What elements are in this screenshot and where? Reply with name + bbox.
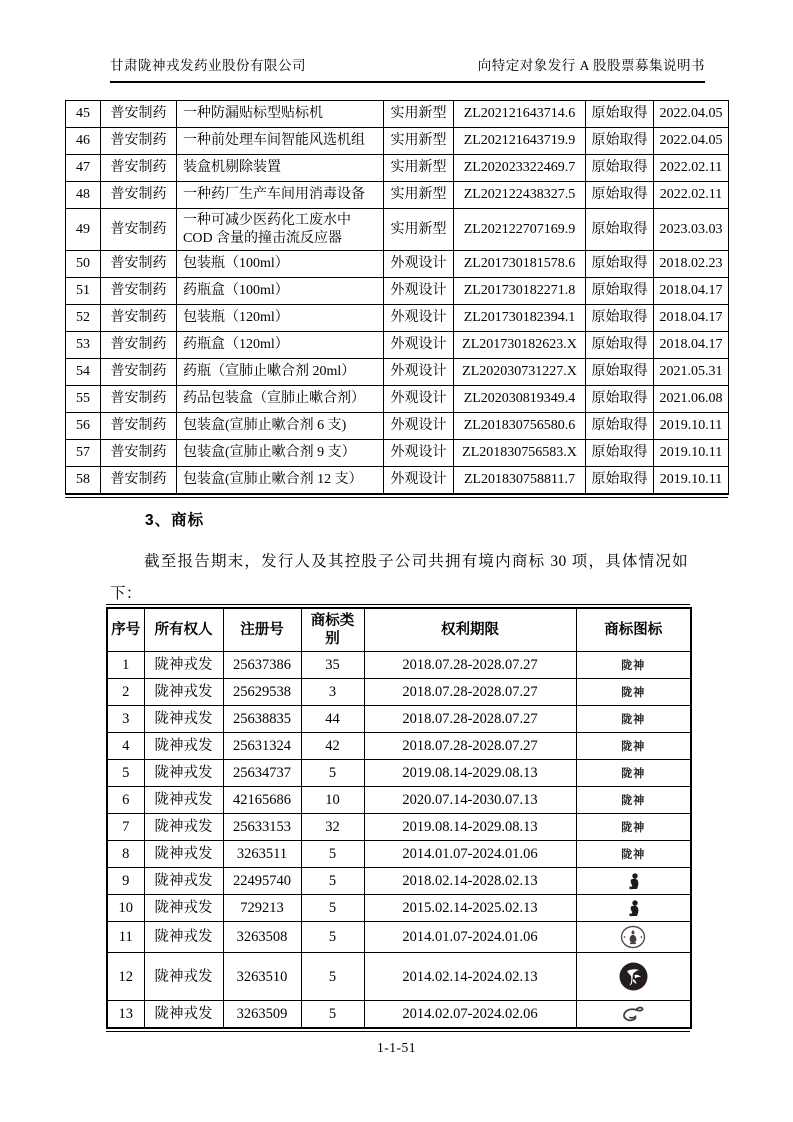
round-seal-icon <box>620 925 646 949</box>
patent-number-cell: ZL202121643714.6 <box>454 101 586 128</box>
patent-serial-cell: 56 <box>66 413 101 440</box>
black-circle-bird-icon <box>619 956 648 997</box>
patent-method-cell: 原始取得 <box>586 305 654 332</box>
trademark-class-cell: 42 <box>301 733 364 760</box>
patent-table-row <box>66 182 729 209</box>
trademark-logo-cell <box>576 733 691 760</box>
trademark-class-cell: 44 <box>301 706 364 733</box>
header-company-name: 甘肃陇神戎发药业股份有限公司 <box>110 58 306 73</box>
patent-name-cell: 包装瓶（120ml） <box>177 305 384 332</box>
patent-name-cell: 包装盒(宣肺止嗽合剂 12 支） <box>177 467 384 494</box>
trademark-reg-cell: 25637386 <box>223 652 301 679</box>
longshen-wordmark-icon: 陇神 <box>621 821 646 835</box>
patent-table-row <box>66 440 729 467</box>
trademark-serial-cell: 13 <box>107 1001 144 1028</box>
trademark-logo-cell <box>576 706 691 733</box>
patent-method-cell: 原始取得 <box>586 209 654 251</box>
patent-name-cell: 包装盒(宣肺止嗽合剂 6 支) <box>177 413 384 440</box>
patent-table-row <box>66 413 729 440</box>
patent-number-cell: ZL202122707169.9 <box>454 209 586 251</box>
trademark-period-cell: 2014.01.07-2024.01.06 <box>364 922 576 953</box>
trademark-owner-cell: 陇神戎发 <box>144 706 223 733</box>
trademark-serial-cell: 9 <box>107 868 144 895</box>
patent-method-cell: 原始取得 <box>586 182 654 209</box>
patent-table-row <box>66 128 729 155</box>
trademark-logo-cell <box>576 652 691 679</box>
trademark-serial-cell: 12 <box>107 953 144 1001</box>
patent-type-cell: 外观设计 <box>384 332 454 359</box>
trademark-class-cell: 5 <box>301 922 364 953</box>
trademark-class-cell: 32 <box>301 814 364 841</box>
patent-name-cell: 一种防漏贴标型贴标机 <box>177 101 384 128</box>
patent-number-cell: ZL201830756580.6 <box>454 413 586 440</box>
trademark-logo-cell <box>576 760 691 787</box>
trademark-period-cell: 2018.07.28-2028.07.27 <box>364 679 576 706</box>
patent-method-cell: 原始取得 <box>586 251 654 278</box>
trademark-period-cell: 2018.07.28-2028.07.27 <box>364 733 576 760</box>
patent-type-cell: 实用新型 <box>384 101 454 128</box>
trademark-logo-cell <box>576 679 691 706</box>
trademark-table-row <box>107 679 691 706</box>
patent-type-cell: 外观设计 <box>384 359 454 386</box>
trademark-serial-cell: 4 <box>107 733 144 760</box>
figure-mark-icon <box>627 873 640 891</box>
patent-number-cell: ZL202030819349.4 <box>454 386 586 413</box>
patent-date-cell: 2022.04.05 <box>654 101 729 128</box>
trademark-period-cell: 2015.02.14-2025.02.13 <box>364 895 576 922</box>
patent-serial-cell: 52 <box>66 305 101 332</box>
trademark-logo-cell <box>576 868 691 895</box>
patent-table-row <box>66 332 729 359</box>
trademark-period-cell: 2014.02.07-2024.02.06 <box>364 1001 576 1028</box>
trademark-table-row <box>107 841 691 868</box>
col-header-period: 权利期限 <box>364 608 576 652</box>
trademark-class-cell: 5 <box>301 760 364 787</box>
longshen-wordmark-icon: 陇神 <box>621 713 646 727</box>
trademark-class-cell: 5 <box>301 868 364 895</box>
patent-owner-cell: 普安制药 <box>101 467 177 494</box>
col-header-serial: 序号 <box>107 608 144 652</box>
trademark-logo-cell <box>576 787 691 814</box>
longshen-wordmark-icon: 陇神 <box>621 686 646 700</box>
trademark-table-header <box>107 608 691 652</box>
patent-name-cell: 包装盒(宣肺止嗽合剂 9 支） <box>177 440 384 467</box>
trademark-owner-cell: 陇神戎发 <box>144 652 223 679</box>
trademark-serial-cell: 5 <box>107 760 144 787</box>
patent-table-row <box>66 386 729 413</box>
patent-table-row <box>66 101 729 128</box>
patent-owner-cell: 普安制药 <box>101 332 177 359</box>
patent-serial-cell: 45 <box>66 101 101 128</box>
patent-type-cell: 外观设计 <box>384 278 454 305</box>
trademark-logo-cell <box>576 1001 691 1028</box>
trademark-reg-cell: 42165686 <box>223 787 301 814</box>
longshen-wordmark-icon: 陇神 <box>621 767 646 781</box>
patent-number-cell: ZL201730182623.X <box>454 332 586 359</box>
trademark-period-cell: 2014.01.07-2024.01.06 <box>364 841 576 868</box>
patent-method-cell: 原始取得 <box>586 101 654 128</box>
patent-serial-cell: 50 <box>66 251 101 278</box>
patent-date-cell: 2021.06.08 <box>654 386 729 413</box>
header-document-title: 向特定对象发行 A 股股票募集说明书 <box>477 58 705 73</box>
trademark-reg-cell: 3263511 <box>223 841 301 868</box>
col-header-class: 商标类别 <box>301 608 364 652</box>
trademark-reg-cell: 25631324 <box>223 733 301 760</box>
patent-serial-cell: 48 <box>66 182 101 209</box>
patent-owner-cell: 普安制药 <box>101 128 177 155</box>
trademark-owner-cell: 陇神戎发 <box>144 1001 223 1028</box>
trademark-reg-cell: 729213 <box>223 895 301 922</box>
patent-table-row <box>66 278 729 305</box>
patent-method-cell: 原始取得 <box>586 332 654 359</box>
patent-owner-cell: 普安制药 <box>101 305 177 332</box>
patent-table-body <box>66 101 729 494</box>
patent-owner-cell: 普安制药 <box>101 440 177 467</box>
trademark-class-cell: 5 <box>301 841 364 868</box>
patent-number-cell: ZL202122438327.5 <box>454 182 586 209</box>
patent-name-cell: 装盒机剔除装置 <box>177 155 384 182</box>
patent-owner-cell: 普安制药 <box>101 386 177 413</box>
patent-date-cell: 2019.10.11 <box>654 440 729 467</box>
patent-serial-cell: 46 <box>66 128 101 155</box>
trademark-serial-cell: 8 <box>107 841 144 868</box>
patent-type-cell: 外观设计 <box>384 305 454 332</box>
patent-serial-cell: 58 <box>66 467 101 494</box>
trademark-reg-cell: 25629538 <box>223 679 301 706</box>
patent-number-cell: ZL201730182271.8 <box>454 278 586 305</box>
trademark-period-cell: 2019.08.14-2029.08.13 <box>364 760 576 787</box>
trademark-logo-cell <box>576 814 691 841</box>
patent-number-cell: ZL201730182394.1 <box>454 305 586 332</box>
longshen-wordmark-icon: 陇神 <box>621 659 646 673</box>
patent-table-row <box>66 467 729 494</box>
patent-serial-cell: 51 <box>66 278 101 305</box>
patent-method-cell: 原始取得 <box>586 278 654 305</box>
trademark-table-row <box>107 868 691 895</box>
patent-table-wrapper <box>65 100 728 498</box>
trademark-reg-cell: 25638835 <box>223 706 301 733</box>
patent-method-cell: 原始取得 <box>586 359 654 386</box>
patent-type-cell: 实用新型 <box>384 182 454 209</box>
patent-type-cell: 实用新型 <box>384 128 454 155</box>
trademark-reg-cell: 25633153 <box>223 814 301 841</box>
trademark-reg-cell: 3263510 <box>223 953 301 1001</box>
patent-type-cell: 外观设计 <box>384 440 454 467</box>
calligraphic-swirl-icon <box>621 1006 645 1023</box>
page-number: 1-1-51 <box>377 1040 416 1055</box>
trademark-period-cell: 2014.02.14-2024.02.13 <box>364 953 576 1001</box>
trademark-logo-cell <box>576 922 691 953</box>
patent-type-cell: 实用新型 <box>384 155 454 182</box>
trademark-table-row <box>107 760 691 787</box>
trademark-table-row <box>107 953 691 1001</box>
section-paragraph: 截至报告期末，发行人及其控股子公司共拥有境内商标 30 项，具体情况如下： <box>110 552 688 603</box>
patent-table-row <box>66 359 729 386</box>
trademark-owner-cell: 陇神戎发 <box>144 868 223 895</box>
patent-serial-cell: 57 <box>66 440 101 467</box>
trademark-table-row <box>107 922 691 953</box>
patent-table-row <box>66 251 729 278</box>
trademark-reg-cell: 22495740 <box>223 868 301 895</box>
patent-name-cell: 一种药厂生产车间用消毒设备 <box>177 182 384 209</box>
patent-date-cell: 2021.05.31 <box>654 359 729 386</box>
trademark-period-cell: 2018.07.28-2028.07.27 <box>364 652 576 679</box>
running-header <box>110 54 705 83</box>
patent-number-cell: ZL201730181578.6 <box>454 251 586 278</box>
patent-name-cell: 药瓶盒（120ml） <box>177 332 384 359</box>
col-header-logo: 商标图标 <box>576 608 691 652</box>
patent-type-cell: 外观设计 <box>384 251 454 278</box>
patent-date-cell: 2018.04.17 <box>654 305 729 332</box>
patent-date-cell: 2022.04.05 <box>654 128 729 155</box>
trademark-table-wrapper <box>106 604 690 1032</box>
col-header-reg-number: 注册号 <box>223 608 301 652</box>
patent-method-cell: 原始取得 <box>586 128 654 155</box>
trademark-owner-cell: 陇神戎发 <box>144 953 223 1001</box>
trademark-table <box>106 607 692 1029</box>
longshen-wordmark-icon: 陇神 <box>621 794 646 808</box>
patent-serial-cell: 47 <box>66 155 101 182</box>
patent-type-cell: 外观设计 <box>384 386 454 413</box>
trademark-table-row <box>107 652 691 679</box>
patent-owner-cell: 普安制药 <box>101 101 177 128</box>
patent-owner-cell: 普安制药 <box>101 209 177 251</box>
patent-owner-cell: 普安制药 <box>101 413 177 440</box>
trademark-table-row <box>107 1001 691 1028</box>
patent-number-cell: ZL201830758811.7 <box>454 467 586 494</box>
patent-name-cell: 药瓶（宣肺止嗽合剂 20ml） <box>177 359 384 386</box>
longshen-wordmark-icon: 陇神 <box>621 740 646 754</box>
patent-date-cell: 2022.02.11 <box>654 155 729 182</box>
trademark-class-cell: 5 <box>301 1001 364 1028</box>
patent-method-cell: 原始取得 <box>586 413 654 440</box>
patent-number-cell: ZL202030731227.X <box>454 359 586 386</box>
trademark-table-row <box>107 814 691 841</box>
trademark-period-cell: 2018.02.14-2028.02.13 <box>364 868 576 895</box>
trademark-owner-cell: 陇神戎发 <box>144 733 223 760</box>
patent-serial-cell: 49 <box>66 209 101 251</box>
patent-serial-cell: 55 <box>66 386 101 413</box>
patent-method-cell: 原始取得 <box>586 467 654 494</box>
trademark-serial-cell: 11 <box>107 922 144 953</box>
patent-owner-cell: 普安制药 <box>101 155 177 182</box>
trademark-logo-cell <box>576 953 691 1001</box>
patent-date-cell: 2019.10.11 <box>654 413 729 440</box>
patent-owner-cell: 普安制药 <box>101 359 177 386</box>
patent-owner-cell: 普安制药 <box>101 278 177 305</box>
trademark-logo-cell <box>576 841 691 868</box>
patent-date-cell: 2018.02.23 <box>654 251 729 278</box>
patent-name-cell: 药瓶盒（100ml） <box>177 278 384 305</box>
patent-name-cell: 一种可减少医药化工废水中 COD 含量的撞击流反应器 <box>177 209 384 251</box>
patent-method-cell: 原始取得 <box>586 386 654 413</box>
trademark-class-cell: 5 <box>301 895 364 922</box>
trademark-class-cell: 10 <box>301 787 364 814</box>
trademark-reg-cell: 3263509 <box>223 1001 301 1028</box>
patent-name-cell: 包装瓶（100ml） <box>177 251 384 278</box>
trademark-table-row <box>107 706 691 733</box>
trademark-class-cell: 35 <box>301 652 364 679</box>
trademark-serial-cell: 6 <box>107 787 144 814</box>
trademark-owner-cell: 陇神戎发 <box>144 814 223 841</box>
patent-serial-cell: 54 <box>66 359 101 386</box>
trademark-serial-cell: 10 <box>107 895 144 922</box>
trademark-serial-cell: 1 <box>107 652 144 679</box>
patent-number-cell: ZL201830756583.X <box>454 440 586 467</box>
patent-type-cell: 外观设计 <box>384 467 454 494</box>
trademark-owner-cell: 陇神戎发 <box>144 787 223 814</box>
trademark-table-row <box>107 787 691 814</box>
patent-owner-cell: 普安制药 <box>101 251 177 278</box>
trademark-period-cell: 2020.07.14-2030.07.13 <box>364 787 576 814</box>
trademark-table-row <box>107 733 691 760</box>
patent-date-cell: 2018.04.17 <box>654 278 729 305</box>
patent-number-cell: ZL202121643719.9 <box>454 128 586 155</box>
trademark-owner-cell: 陇神戎发 <box>144 841 223 868</box>
trademark-owner-cell: 陇神戎发 <box>144 895 223 922</box>
trademark-table-body <box>107 652 691 1028</box>
patent-date-cell: 2018.04.17 <box>654 332 729 359</box>
patent-table-row <box>66 305 729 332</box>
figure-mark-icon <box>627 900 640 918</box>
section-heading-trademark: 3、商标 <box>145 512 205 529</box>
trademark-class-cell: 5 <box>301 953 364 1001</box>
patent-number-cell: ZL202023322469.7 <box>454 155 586 182</box>
patent-method-cell: 原始取得 <box>586 155 654 182</box>
trademark-logo-cell <box>576 895 691 922</box>
patent-name-cell: 药品包装盒（宣肺止嗽合剂） <box>177 386 384 413</box>
trademark-serial-cell: 7 <box>107 814 144 841</box>
trademark-serial-cell: 2 <box>107 679 144 706</box>
patent-table-row <box>66 209 729 251</box>
trademark-reg-cell: 25634737 <box>223 760 301 787</box>
trademark-period-cell: 2019.08.14-2029.08.13 <box>364 814 576 841</box>
patent-type-cell: 实用新型 <box>384 209 454 251</box>
longshen-wordmark-icon: 陇神 <box>621 848 646 862</box>
trademark-class-cell: 3 <box>301 679 364 706</box>
patent-serial-cell: 53 <box>66 332 101 359</box>
trademark-period-cell: 2018.07.28-2028.07.27 <box>364 706 576 733</box>
patent-type-cell: 外观设计 <box>384 413 454 440</box>
trademark-owner-cell: 陇神戎发 <box>144 922 223 953</box>
patent-name-cell: 一种前处理车间智能风选机组 <box>177 128 384 155</box>
col-header-owner: 所有权人 <box>144 608 223 652</box>
patent-table-row <box>66 155 729 182</box>
patent-date-cell: 2023.03.03 <box>654 209 729 251</box>
trademark-owner-cell: 陇神戎发 <box>144 679 223 706</box>
patent-owner-cell: 普安制药 <box>101 182 177 209</box>
patent-date-cell: 2022.02.11 <box>654 182 729 209</box>
trademark-serial-cell: 3 <box>107 706 144 733</box>
trademark-owner-cell: 陇神戎发 <box>144 760 223 787</box>
trademark-table-row <box>107 895 691 922</box>
trademark-reg-cell: 3263508 <box>223 922 301 953</box>
patent-table <box>65 100 729 495</box>
patent-date-cell: 2019.10.11 <box>654 467 729 494</box>
patent-method-cell: 原始取得 <box>586 440 654 467</box>
